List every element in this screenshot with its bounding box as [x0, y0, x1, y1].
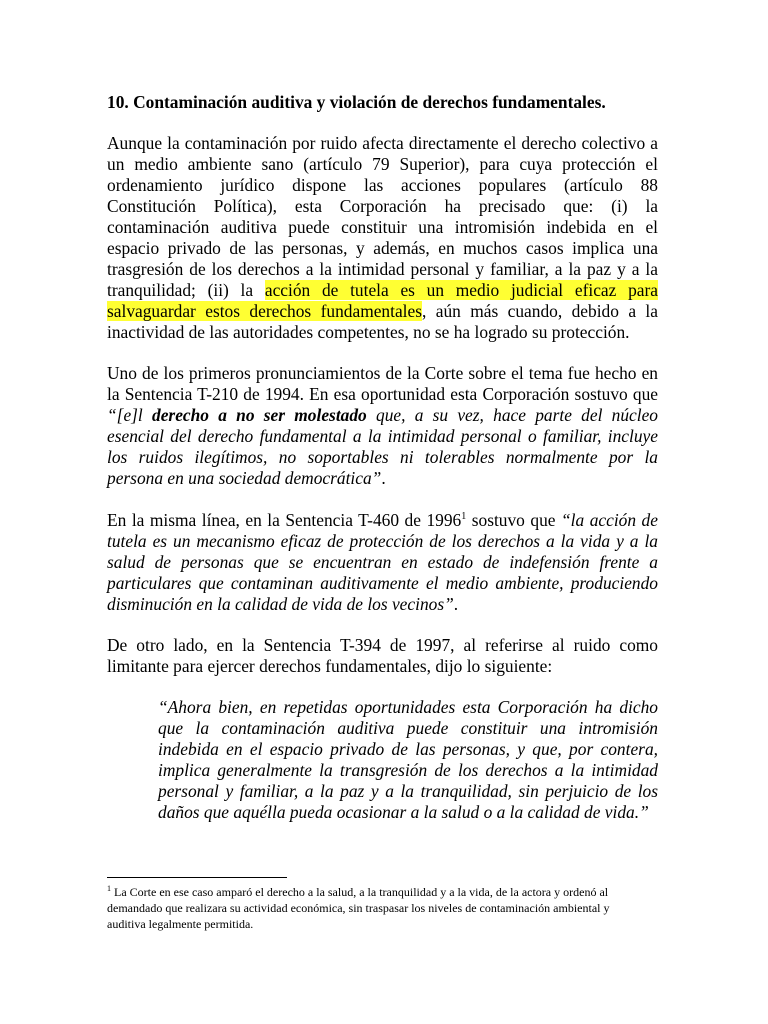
paragraph-3-line-5-text: disminución en la calidad de vida de los vecinos” [107, 594, 454, 614]
period: . [381, 468, 386, 488]
footnote-line-1 [107, 885, 658, 900]
paragraph-2-line-6 [107, 468, 658, 489]
highlighted-text: acción de tutela es un medio judicial eficaz para [264, 280, 659, 300]
paragraph-2-line-3 [107, 405, 658, 426]
paragraph-1-line-10: inactividad de las autoridades competentes, no se ha logrado su protección. [107, 322, 630, 342]
paragraph-2-line-4-text: esencial del derecho fundamental a la intimidad personal o familiar, incluye [107, 426, 658, 446]
paragraph-1-line-1: Aunque la contaminación por ruido afecta directamente el derecho colectivo a [107, 133, 658, 153]
block-quote-line-3-text: indebida en el espacio privado de las personas, y que, por contera, [158, 739, 658, 759]
block-quote-line-5-text: personal y familiar, a la paz y a la tranquilidad, sin perjuicio de los [158, 781, 658, 801]
footnote-marker: 1 [461, 511, 467, 522]
footnote-separator [107, 877, 287, 878]
paragraph-1-line-7: trasgresión de los derechos a la intimidad personal y familiar, a la paz y a la [107, 259, 658, 279]
paragraph-3-line-3 [107, 552, 658, 573]
paragraph-1-line-8-text: tranquilidad; (ii) la [107, 280, 254, 300]
paragraph-3-line-4 [107, 573, 658, 594]
quote-open: “la acción de [561, 510, 658, 530]
paragraph-1-line-6: espacio privado de las personas, y además, en muchos casos implica una [107, 238, 658, 258]
period: . [453, 594, 459, 614]
footnote-number: 1 [107, 884, 111, 893]
paragraph-3-line-4-text: particulares que contaminan auditivamente el medio ambiente, produciendo [107, 573, 658, 593]
block-quote-line-1-text: “Ahora bien, en repetidas oportunidades esta Corporación ha dicho [158, 697, 658, 717]
paragraph-2-line-3-text: que, a su vez, hace parte del núcleo [376, 405, 658, 425]
paragraph-1-line-4: Constitución Política), esta Corporación ha precisado que: (i) la [107, 196, 658, 216]
paragraph-3-line-3-text: salud de personas que se encuentran en estado de indefensión frente a [107, 552, 658, 572]
paragraph-1-line-5: contaminación auditiva puede constituir una intromisión indebida en el [107, 217, 658, 237]
paragraph-3-line-2-text: tutela es un mecanismo eficaz de protección de los derechos a la vida y a la [107, 531, 658, 551]
block-quote-line-4-text: implica generalmente la transgresión de los derechos a la intimidad [158, 760, 658, 780]
paragraph-3-line-2 [107, 531, 658, 552]
paragraph-2-line-4 [107, 426, 658, 447]
paragraph-3-line-1 [107, 510, 658, 531]
block-quote-line-5 [158, 781, 658, 802]
paragraph-4-line-2: limitante para ejercer derechos fundamentales, dijo lo siguiente: [107, 656, 553, 676]
bold-phrase: derecho a no ser molestado [152, 405, 367, 425]
section-heading: 10. Contaminación auditiva y violación de derechos fundamentales. [107, 92, 606, 112]
paragraph-3-line-5 [107, 594, 658, 615]
highlighted-text: salvaguardar estos derechos fundamentales [107, 301, 422, 321]
paragraph-2-line-5 [107, 447, 658, 468]
block-quote-line-2 [158, 718, 658, 739]
footnote-line-3: auditiva legalmente permitida. [107, 917, 254, 931]
paragraph-3-line-1-text: En la misma línea, en la Sentencia T-460 de 1996 [107, 510, 462, 530]
paragraph-1-line-3: ordenamiento jurídico dispone las acciones populares (artículo 88 [107, 175, 658, 195]
paragraph-2-line-1: Uno de los primeros pronunciamientos de la Corte sobre el tema fue hecho en [107, 363, 658, 383]
block-quote-line-2-text: que la contaminación auditiva puede constituir una intromisión [158, 718, 658, 738]
block-quote-line-3 [158, 739, 658, 760]
paragraph-2-line-6-text: persona en una sociedad democrática” [107, 468, 382, 488]
quote-open: “[e]l [107, 405, 143, 425]
paragraph-4-line-1: De otro lado, en la Sentencia T-394 de 1997, al referirse al ruido como [107, 635, 658, 655]
block-quote-line-4 [158, 760, 658, 781]
block-quote-line-6-text: daños que aquélla pueda ocasionar a la salud o a la calidad de vida.” [158, 802, 649, 822]
footnote-line-1-text: La Corte en ese caso amparó el derecho a la salud, a la tranquilidad y a la vida, de la actora y ordenó al [114, 885, 609, 899]
paragraph-1-line-2: un medio ambiente sano (artículo 79 Superior), para cuya protección el [107, 154, 658, 174]
footnote-line-2: demandado que realizara su actividad económica, sin traspasar los niveles de contaminación ambiental y [107, 901, 610, 915]
paragraph-1-line-9 [107, 301, 658, 322]
paragraph-3-line-1-verb: sostuvo que [471, 510, 556, 530]
paragraph-2-line-2: la Sentencia T-210 de 1994. En esa oportunidad esta Corporación sostuvo que [107, 384, 658, 404]
paragraph-1-line-8 [107, 280, 658, 301]
block-quote-line-1 [158, 697, 658, 718]
paragraph-2-line-5-text: los ruidos ilegítimos, no soportables ni tolerables normalmente por la [107, 447, 658, 467]
block-quote-line-6 [158, 802, 658, 823]
paragraph-1-line-9-text: , aún más cuando, debido a la [422, 301, 658, 321]
